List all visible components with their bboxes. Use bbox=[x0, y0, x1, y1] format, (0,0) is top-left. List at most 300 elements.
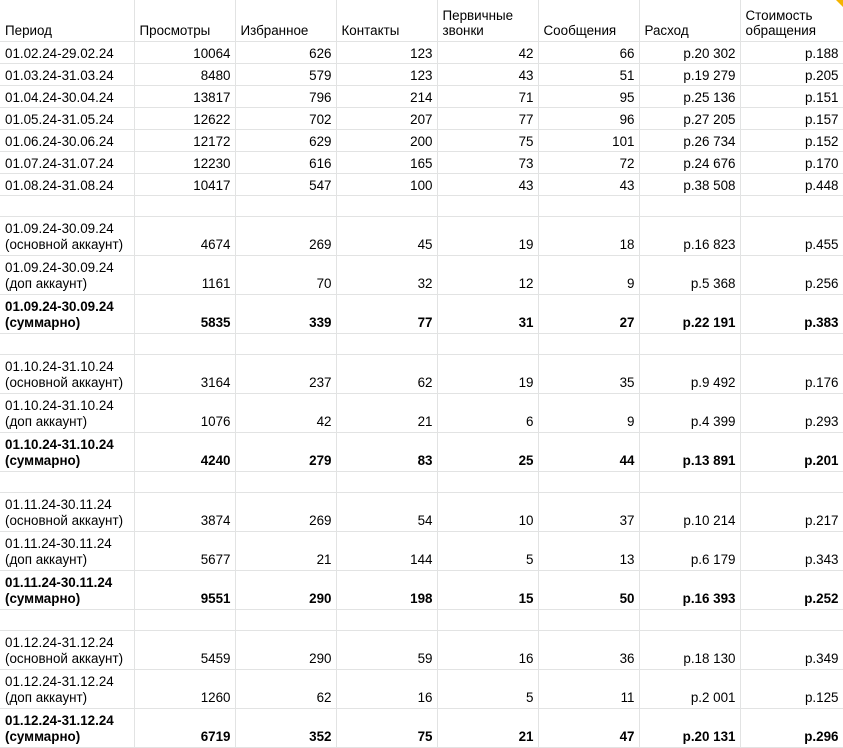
table-row bbox=[0, 64, 843, 86]
cell-first-calls[interactable] bbox=[437, 42, 538, 64]
cell-favorites[interactable] bbox=[235, 670, 336, 709]
cell-period[interactable] bbox=[0, 174, 134, 196]
header-cell-first-calls[interactable]: Первичные звонки bbox=[437, 0, 538, 42]
cell-text: р.296 bbox=[804, 729, 839, 744]
cell-contacts[interactable] bbox=[336, 433, 437, 472]
blank-row bbox=[0, 472, 843, 493]
cell-cost-per-contact[interactable] bbox=[740, 334, 843, 355]
cell-contacts[interactable] bbox=[336, 334, 437, 355]
cell-cost-per-contact[interactable] bbox=[740, 571, 843, 610]
cell-expense[interactable] bbox=[639, 334, 740, 355]
cell-text: (суммарно) bbox=[5, 591, 81, 606]
table-row bbox=[0, 152, 843, 174]
cell-period[interactable] bbox=[0, 532, 134, 571]
blank-row bbox=[0, 610, 843, 631]
cell-text: р.188 bbox=[804, 46, 839, 61]
cell-expense[interactable] bbox=[639, 86, 740, 108]
cell-messages[interactable] bbox=[538, 174, 639, 196]
cell-text: 616 bbox=[309, 156, 332, 171]
cell-views[interactable] bbox=[134, 217, 235, 256]
cell-first-calls[interactable] bbox=[437, 334, 538, 355]
cell-text: р.151 bbox=[804, 90, 839, 105]
cell-text: 75 bbox=[518, 134, 534, 149]
cell-messages[interactable] bbox=[538, 610, 639, 631]
cell-expense[interactable] bbox=[639, 174, 740, 196]
cell-contacts[interactable] bbox=[336, 532, 437, 571]
cell-period[interactable] bbox=[0, 709, 134, 748]
cell-text: р.157 bbox=[804, 112, 839, 127]
cell-period[interactable] bbox=[0, 472, 134, 493]
cell-text: 43 bbox=[518, 178, 534, 193]
cell-views[interactable] bbox=[134, 130, 235, 152]
cell-text: 101 bbox=[612, 134, 635, 149]
cell-text: 796 bbox=[309, 90, 332, 105]
cell-text: р.448 bbox=[804, 178, 839, 193]
cell-favorites[interactable] bbox=[235, 394, 336, 433]
cell-first-calls[interactable] bbox=[437, 152, 538, 174]
cell-first-calls[interactable] bbox=[437, 174, 538, 196]
cell-views[interactable] bbox=[134, 472, 235, 493]
cell-contacts[interactable] bbox=[336, 174, 437, 196]
cell-text: 123 bbox=[410, 46, 433, 61]
cell-messages[interactable] bbox=[538, 472, 639, 493]
cell-period[interactable] bbox=[0, 86, 134, 108]
cell-text: 35 bbox=[619, 375, 635, 390]
cell-favorites[interactable] bbox=[235, 610, 336, 631]
cell-favorites[interactable] bbox=[235, 256, 336, 295]
cell-text: 5 bbox=[526, 690, 534, 705]
cell-first-calls[interactable] bbox=[437, 631, 538, 670]
header-cell-favorites[interactable]: Избранное bbox=[235, 0, 336, 42]
cell-expense[interactable] bbox=[639, 64, 740, 86]
cell-period[interactable] bbox=[0, 108, 134, 130]
cell-cost-per-contact[interactable] bbox=[740, 152, 843, 174]
cell-text: 54 bbox=[417, 513, 433, 528]
cell-cost-per-contact[interactable] bbox=[740, 295, 843, 334]
cell-expense[interactable] bbox=[639, 108, 740, 130]
cell-text: р.20 302 bbox=[683, 46, 736, 61]
cell-first-calls[interactable] bbox=[437, 355, 538, 394]
cell-text: 579 bbox=[309, 68, 332, 83]
cell-text: р.6 179 bbox=[690, 552, 736, 567]
table-row bbox=[0, 86, 843, 108]
cell-text: 27 bbox=[619, 315, 635, 330]
cell-first-calls[interactable] bbox=[437, 108, 538, 130]
cell-text: 100 bbox=[410, 178, 433, 193]
cell-messages[interactable] bbox=[538, 631, 639, 670]
cell-text: 44 bbox=[619, 453, 635, 468]
cell-first-calls[interactable] bbox=[437, 217, 538, 256]
cell-messages[interactable] bbox=[538, 394, 639, 433]
cell-text: р.38 508 bbox=[683, 178, 736, 193]
cell-contacts[interactable] bbox=[336, 108, 437, 130]
cell-views[interactable] bbox=[134, 174, 235, 196]
cell-views[interactable] bbox=[134, 709, 235, 748]
cell-messages[interactable] bbox=[538, 256, 639, 295]
cell-text: р.252 bbox=[804, 591, 839, 606]
cell-expense[interactable] bbox=[639, 152, 740, 174]
cell-text: 43 bbox=[619, 178, 635, 193]
cell-expense[interactable] bbox=[639, 472, 740, 493]
cell-text: 269 bbox=[309, 513, 332, 528]
cell-expense[interactable] bbox=[639, 295, 740, 334]
cell-cost-per-contact[interactable] bbox=[740, 174, 843, 196]
cell-period[interactable] bbox=[0, 670, 134, 709]
cell-contacts[interactable] bbox=[336, 472, 437, 493]
cell-text: 237 bbox=[309, 375, 332, 390]
cell-messages[interactable] bbox=[538, 709, 639, 748]
blank-row bbox=[0, 334, 843, 355]
cell-favorites[interactable] bbox=[235, 709, 336, 748]
cell-text: р.170 bbox=[804, 156, 839, 171]
cell-text: 18 bbox=[619, 237, 635, 252]
cell-views[interactable] bbox=[134, 86, 235, 108]
cell-text: 15 bbox=[518, 591, 534, 606]
cell-contacts[interactable] bbox=[336, 610, 437, 631]
cell-cost-per-contact[interactable] bbox=[740, 493, 843, 532]
cell-first-calls[interactable] bbox=[437, 86, 538, 108]
cell-views[interactable] bbox=[134, 610, 235, 631]
cell-contacts[interactable] bbox=[336, 196, 437, 217]
cell-text: 6719 bbox=[200, 729, 231, 744]
cell-text: р.343 bbox=[804, 552, 839, 567]
cell-text: (доп аккаунт) bbox=[5, 552, 88, 567]
cell-text: 42 bbox=[316, 414, 332, 429]
cell-messages[interactable] bbox=[538, 42, 639, 64]
cell-views[interactable] bbox=[134, 670, 235, 709]
cell-text: 144 bbox=[410, 552, 433, 567]
header-cell-views[interactable]: Просмотры bbox=[134, 0, 235, 42]
cell-text: 290 bbox=[309, 591, 332, 606]
cell-text: р.13 891 bbox=[682, 453, 736, 468]
cell-period[interactable] bbox=[0, 64, 134, 86]
cell-cost-per-contact[interactable] bbox=[740, 130, 843, 152]
cell-first-calls[interactable] bbox=[437, 295, 538, 334]
cell-text: 200 bbox=[410, 134, 433, 149]
cell-text: 9 bbox=[627, 414, 635, 429]
cell-text: 13817 bbox=[193, 90, 231, 105]
cell-cost-per-contact[interactable] bbox=[740, 42, 843, 64]
cell-expense[interactable] bbox=[639, 42, 740, 64]
cell-text: 37 bbox=[619, 513, 635, 528]
cell-text: 10 bbox=[518, 513, 534, 528]
cell-cost-per-contact[interactable] bbox=[740, 64, 843, 86]
cell-cost-per-contact[interactable] bbox=[740, 217, 843, 256]
cell-text: 12172 bbox=[193, 134, 231, 149]
total-row bbox=[0, 295, 843, 334]
cell-cost-per-contact[interactable] bbox=[740, 709, 843, 748]
cell-favorites[interactable] bbox=[235, 571, 336, 610]
cell-text: р.18 130 bbox=[683, 651, 736, 666]
cell-period[interactable] bbox=[0, 433, 134, 472]
cell-text: 50 bbox=[619, 591, 635, 606]
cell-messages[interactable] bbox=[538, 433, 639, 472]
cell-text: 702 bbox=[309, 112, 332, 127]
cell-favorites[interactable] bbox=[235, 433, 336, 472]
cell-expense[interactable] bbox=[639, 493, 740, 532]
cell-favorites[interactable] bbox=[235, 295, 336, 334]
cell-text: 01.10.24-31.10.24 bbox=[5, 359, 114, 374]
cell-messages[interactable] bbox=[538, 334, 639, 355]
cell-cost-per-contact[interactable] bbox=[740, 394, 843, 433]
cell-text: р.125 bbox=[804, 690, 839, 705]
cell-favorites[interactable] bbox=[235, 152, 336, 174]
cell-contacts[interactable] bbox=[336, 493, 437, 532]
cell-period[interactable] bbox=[0, 42, 134, 64]
header-cell-period[interactable]: Период bbox=[0, 0, 134, 42]
cell-favorites[interactable] bbox=[235, 472, 336, 493]
cell-period[interactable] bbox=[0, 334, 134, 355]
cell-cost-per-contact[interactable] bbox=[740, 196, 843, 217]
cell-text: 3164 bbox=[200, 375, 231, 390]
cell-text: 73 bbox=[518, 156, 534, 171]
cell-views[interactable] bbox=[134, 256, 235, 295]
cell-period[interactable] bbox=[0, 355, 134, 394]
cell-contacts[interactable] bbox=[336, 631, 437, 670]
cell-messages[interactable] bbox=[538, 130, 639, 152]
cell-messages[interactable] bbox=[538, 295, 639, 334]
cell-contacts[interactable] bbox=[336, 86, 437, 108]
cell-text: 01.11.24-30.11.24 bbox=[5, 497, 112, 512]
cell-text: р.24 676 bbox=[683, 156, 736, 171]
cell-first-calls[interactable] bbox=[437, 433, 538, 472]
cell-text: 51 bbox=[619, 68, 635, 83]
cell-text: 165 bbox=[410, 156, 433, 171]
cell-text: 62 bbox=[417, 375, 433, 390]
cell-text: р.256 bbox=[804, 276, 839, 291]
cell-expense[interactable] bbox=[639, 130, 740, 152]
cell-contacts[interactable] bbox=[336, 256, 437, 295]
header-cell-contacts[interactable]: Контакты bbox=[336, 0, 437, 42]
cell-views[interactable] bbox=[134, 152, 235, 174]
cell-expense[interactable] bbox=[639, 217, 740, 256]
cell-text: 96 bbox=[619, 112, 635, 127]
cell-cost-per-contact[interactable] bbox=[740, 532, 843, 571]
cell-expense[interactable] bbox=[639, 355, 740, 394]
cell-messages[interactable] bbox=[538, 64, 639, 86]
cell-views[interactable] bbox=[134, 631, 235, 670]
cell-period[interactable] bbox=[0, 610, 134, 631]
cell-text: 9551 bbox=[200, 591, 231, 606]
cell-contacts[interactable] bbox=[336, 670, 437, 709]
cell-favorites[interactable] bbox=[235, 355, 336, 394]
header-cell-messages[interactable]: Сообщения bbox=[538, 0, 639, 42]
table-row bbox=[0, 174, 843, 196]
cell-contacts[interactable] bbox=[336, 64, 437, 86]
cell-favorites[interactable] bbox=[235, 108, 336, 130]
table-row bbox=[0, 355, 843, 394]
cell-cost-per-contact[interactable] bbox=[740, 472, 843, 493]
cell-views[interactable] bbox=[134, 108, 235, 130]
header-cell-expense[interactable]: Расход bbox=[639, 0, 740, 42]
table-row bbox=[0, 394, 843, 433]
cell-favorites[interactable] bbox=[235, 217, 336, 256]
cell-period[interactable] bbox=[0, 130, 134, 152]
cell-text: 95 bbox=[619, 90, 635, 105]
cell-cost-per-contact[interactable] bbox=[740, 670, 843, 709]
cell-contacts[interactable] bbox=[336, 394, 437, 433]
cell-views[interactable] bbox=[134, 493, 235, 532]
cell-text: (доп аккаунт) bbox=[5, 414, 88, 429]
cell-text: 01.04.24-30.04.24 bbox=[5, 90, 114, 105]
cell-messages[interactable] bbox=[538, 670, 639, 709]
cell-contacts[interactable] bbox=[336, 571, 437, 610]
cell-contacts[interactable] bbox=[336, 152, 437, 174]
cell-expense[interactable] bbox=[639, 571, 740, 610]
cell-messages[interactable] bbox=[538, 355, 639, 394]
cell-first-calls[interactable] bbox=[437, 394, 538, 433]
cell-text: 70 bbox=[316, 276, 332, 291]
cell-period[interactable] bbox=[0, 493, 134, 532]
cell-text: р.383 bbox=[804, 315, 839, 330]
cell-text: р.27 205 bbox=[683, 112, 736, 127]
cell-cost-per-contact[interactable] bbox=[740, 108, 843, 130]
cell-views[interactable] bbox=[134, 64, 235, 86]
cell-text: 5 bbox=[526, 552, 534, 567]
cell-contacts[interactable] bbox=[336, 295, 437, 334]
cell-messages[interactable] bbox=[538, 86, 639, 108]
cell-favorites[interactable] bbox=[235, 196, 336, 217]
cell-expense[interactable] bbox=[639, 631, 740, 670]
cell-text: 59 bbox=[417, 651, 433, 666]
cell-first-calls[interactable] bbox=[437, 493, 538, 532]
cell-text: 629 bbox=[309, 134, 332, 149]
cell-contacts[interactable] bbox=[336, 42, 437, 64]
cell-contacts[interactable] bbox=[336, 130, 437, 152]
cell-text: 339 bbox=[309, 315, 332, 330]
cell-first-calls[interactable] bbox=[437, 670, 538, 709]
cell-expense[interactable] bbox=[639, 532, 740, 571]
cell-cost-per-contact[interactable] bbox=[740, 631, 843, 670]
cell-expense[interactable] bbox=[639, 433, 740, 472]
cell-text: р.25 136 bbox=[683, 90, 736, 105]
header-cell-cost-per-contact[interactable] bbox=[740, 0, 843, 42]
cell-views[interactable] bbox=[134, 532, 235, 571]
cell-messages[interactable] bbox=[538, 493, 639, 532]
cell-text: 3874 bbox=[200, 513, 231, 528]
cell-messages[interactable] bbox=[538, 532, 639, 571]
cell-first-calls[interactable] bbox=[437, 532, 538, 571]
total-row bbox=[0, 433, 843, 472]
cell-favorites[interactable] bbox=[235, 42, 336, 64]
cell-favorites[interactable] bbox=[235, 493, 336, 532]
cell-text: р.455 bbox=[804, 237, 839, 252]
cell-period[interactable] bbox=[0, 256, 134, 295]
cell-text: р.5 368 bbox=[690, 276, 736, 291]
cell-contacts[interactable] bbox=[336, 355, 437, 394]
cell-first-calls[interactable] bbox=[437, 256, 538, 295]
cell-views[interactable] bbox=[134, 42, 235, 64]
cell-text: 77 bbox=[518, 112, 534, 127]
cell-first-calls[interactable] bbox=[437, 709, 538, 748]
cell-text: 21 bbox=[417, 414, 433, 429]
cell-period[interactable] bbox=[0, 217, 134, 256]
cell-cost-per-contact[interactable] bbox=[740, 86, 843, 108]
cell-expense[interactable] bbox=[639, 196, 740, 217]
cell-views[interactable] bbox=[134, 571, 235, 610]
cell-expense[interactable] bbox=[639, 610, 740, 631]
cell-favorites[interactable] bbox=[235, 64, 336, 86]
cell-views[interactable] bbox=[134, 433, 235, 472]
blank-row bbox=[0, 196, 843, 217]
cell-text: 01.11.24-30.11.24 bbox=[5, 575, 113, 590]
cell-messages[interactable] bbox=[538, 196, 639, 217]
cell-favorites[interactable] bbox=[235, 86, 336, 108]
cell-text: 13 bbox=[619, 552, 635, 567]
cell-views[interactable] bbox=[134, 355, 235, 394]
cell-text: 45 bbox=[417, 237, 433, 252]
cell-contacts[interactable] bbox=[336, 709, 437, 748]
cell-views[interactable] bbox=[134, 334, 235, 355]
cell-favorites[interactable] bbox=[235, 174, 336, 196]
cell-period[interactable] bbox=[0, 196, 134, 217]
cell-expense[interactable] bbox=[639, 709, 740, 748]
cell-period[interactable] bbox=[0, 571, 134, 610]
table-row bbox=[0, 108, 843, 130]
cell-expense[interactable] bbox=[639, 670, 740, 709]
cell-text: 207 bbox=[410, 112, 433, 127]
cell-cost-per-contact[interactable] bbox=[740, 256, 843, 295]
cell-contacts[interactable] bbox=[336, 217, 437, 256]
cell-text: 71 bbox=[518, 90, 534, 105]
cell-text: 83 bbox=[417, 453, 433, 468]
cell-period[interactable] bbox=[0, 631, 134, 670]
cell-text: 5459 bbox=[200, 651, 231, 666]
cell-first-calls[interactable] bbox=[437, 571, 538, 610]
cell-cost-per-contact[interactable] bbox=[740, 433, 843, 472]
cell-favorites[interactable] bbox=[235, 532, 336, 571]
cell-expense[interactable] bbox=[639, 256, 740, 295]
cell-text: 47 bbox=[619, 729, 635, 744]
cell-period[interactable] bbox=[0, 394, 134, 433]
cell-expense[interactable] bbox=[639, 394, 740, 433]
cell-text: 626 bbox=[309, 46, 332, 61]
header-cell-cost-label: Стоимость обращения bbox=[745, 8, 816, 38]
cell-messages[interactable] bbox=[538, 152, 639, 174]
cell-cost-per-contact[interactable] bbox=[740, 610, 843, 631]
cell-favorites[interactable] bbox=[235, 631, 336, 670]
cell-text: 214 bbox=[410, 90, 433, 105]
cell-text: 01.08.24-31.08.24 bbox=[5, 178, 114, 193]
cell-text: 31 bbox=[518, 315, 534, 330]
cell-text: р.9 492 bbox=[690, 375, 736, 390]
table-row bbox=[0, 256, 843, 295]
cell-first-calls[interactable] bbox=[437, 610, 538, 631]
cell-text: 547 bbox=[309, 178, 332, 193]
cell-text: 16 bbox=[417, 690, 433, 705]
cell-views[interactable] bbox=[134, 196, 235, 217]
cell-text: 12622 bbox=[193, 112, 231, 127]
cell-text: 01.06.24-30.06.24 bbox=[5, 134, 114, 149]
cell-first-calls[interactable] bbox=[437, 64, 538, 86]
cell-period[interactable] bbox=[0, 295, 134, 334]
cell-favorites[interactable] bbox=[235, 130, 336, 152]
cell-favorites[interactable] bbox=[235, 334, 336, 355]
cell-first-calls[interactable] bbox=[437, 196, 538, 217]
cell-text: 1076 bbox=[200, 414, 231, 429]
cell-views[interactable] bbox=[134, 295, 235, 334]
cell-period[interactable] bbox=[0, 152, 134, 174]
cell-messages[interactable] bbox=[538, 571, 639, 610]
cell-first-calls[interactable] bbox=[437, 130, 538, 152]
cell-views[interactable] bbox=[134, 394, 235, 433]
cell-text: (основной аккаунт) bbox=[5, 651, 124, 666]
cell-messages[interactable] bbox=[538, 108, 639, 130]
cell-cost-per-contact[interactable] bbox=[740, 355, 843, 394]
cell-first-calls[interactable] bbox=[437, 472, 538, 493]
cell-messages[interactable] bbox=[538, 217, 639, 256]
cell-text: (суммарно) bbox=[5, 729, 81, 744]
